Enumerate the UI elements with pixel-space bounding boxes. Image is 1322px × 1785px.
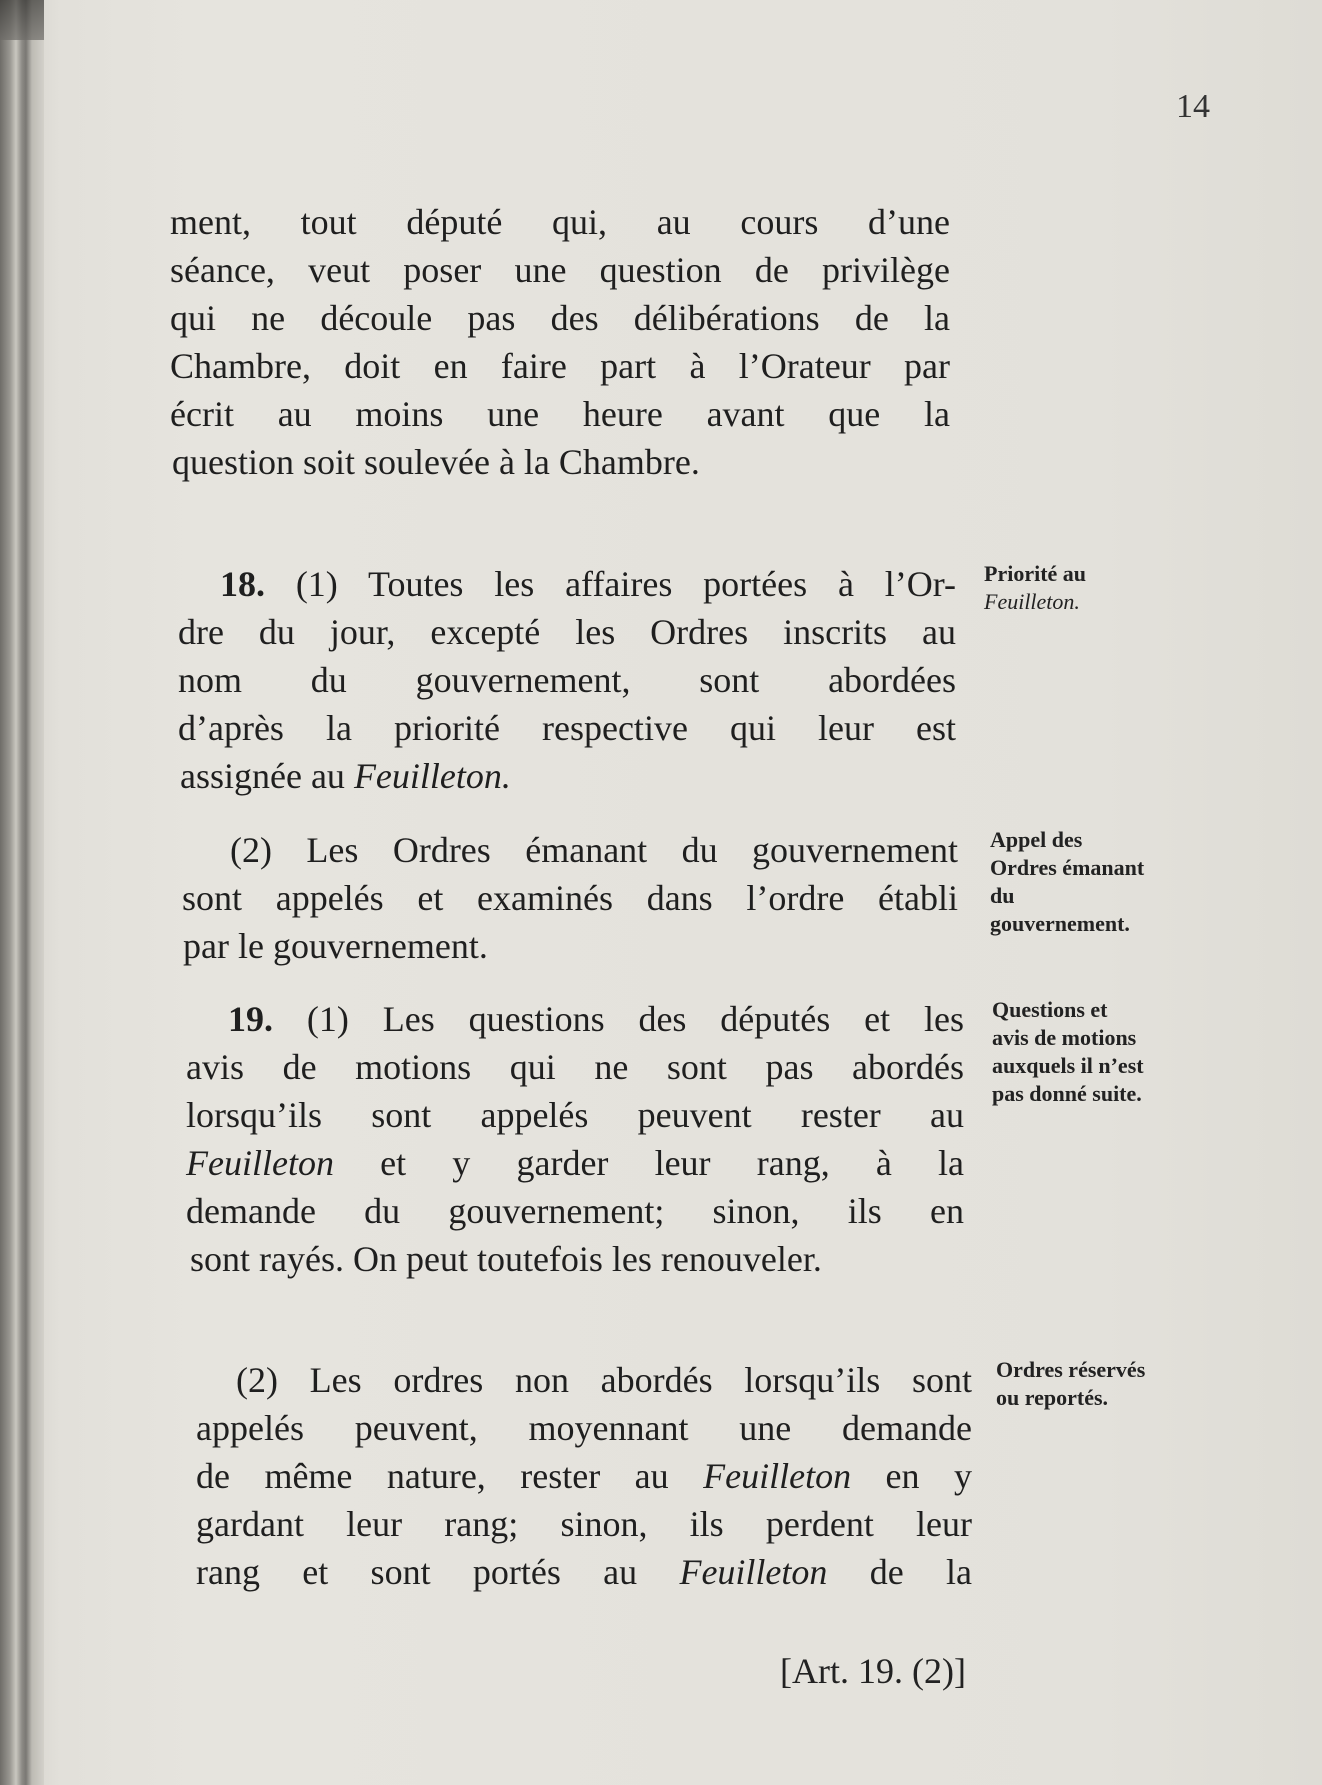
margin-note-line: Ordres réservés — [996, 1357, 1146, 1382]
article-18-2-last — [183, 922, 959, 970]
italic-fragment: Feuilleton. — [353, 756, 511, 796]
text-line — [186, 995, 964, 1043]
text-line — [182, 826, 958, 874]
text-fragment: et y garder leur rang, à la — [333, 1143, 964, 1183]
margin-note-line: gouvernement. — [990, 911, 1130, 936]
text-line: d’après la priorité respective qui leur est — [178, 708, 956, 748]
italic-fragment: Feuilleton — [679, 1552, 828, 1592]
text-line: sont rayés. On peut toutefois les renouveler. — [190, 1239, 822, 1279]
article-number: 18. — [220, 564, 265, 604]
article-19-1-last — [190, 1235, 968, 1283]
italic-fragment: Feuilleton — [186, 1143, 334, 1183]
text-line: demande du gouvernement; sinon, ils en — [186, 1191, 964, 1231]
text-fragment: (1) Toutes les affaires portées à l’Or- — [265, 564, 956, 604]
margin-note-reserved — [996, 1356, 1145, 1412]
article-18-1-last — [180, 752, 958, 800]
text-line: appelés peuvent, moyennant une demande — [196, 1408, 972, 1448]
text-line — [196, 1452, 972, 1500]
text-line: qui ne découle pas des délibérations de la — [170, 298, 950, 338]
margin-note-priority — [984, 560, 1086, 616]
paragraph-continuation-last — [172, 438, 952, 486]
footer-reference: [Art. 19. (2)] — [780, 1651, 966, 1691]
text-line: par le gouvernement. — [183, 926, 488, 966]
text-fragment: de la — [827, 1552, 972, 1592]
margin-note-line: Appel des — [990, 827, 1083, 852]
text-fragment: rang et sont portés au — [196, 1552, 680, 1592]
page-number: 14 — [1176, 88, 1210, 125]
text-line: Chambre, doit en faire part à l’Orateur par — [170, 346, 950, 386]
text-line: lorsqu’ils sont appelés peuvent rester au — [186, 1095, 964, 1135]
paragraph-continuation — [170, 198, 950, 438]
binding-shadow — [0, 0, 44, 40]
margin-note-line: pas donné suite. — [992, 1081, 1142, 1106]
text-fragment: (2) Les ordres non abordés lorsqu’ils sont — [236, 1360, 972, 1400]
article-18-1 — [178, 560, 956, 752]
text-line — [196, 1548, 972, 1596]
margin-note-line: Priorité au — [984, 561, 1087, 586]
text-line: question soit soulevée à la Chambre. — [172, 442, 700, 482]
text-line: écrit au moins une heure avant que la — [170, 394, 950, 434]
text-line: ment, tout député qui, au cours d’une — [170, 202, 950, 242]
margin-note-questions — [992, 996, 1144, 1108]
margin-note-line: avis de motions — [992, 1025, 1137, 1050]
article-19-1 — [186, 995, 964, 1235]
article-18-2 — [182, 826, 958, 922]
text-line: avis de motions qui ne sont pas abordés — [186, 1047, 964, 1087]
text-line: dre du jour, excepté les Ordres inscrits au — [178, 612, 956, 652]
margin-note-govt-orders — [990, 826, 1144, 938]
text-fragment: (2) Les Ordres émanant du gouvernement — [230, 830, 958, 870]
text-line — [196, 1356, 972, 1404]
text-line — [178, 560, 956, 608]
margin-note-line: ou reportés. — [996, 1385, 1109, 1410]
text-line: gardant leur rang; sinon, ils perdent leur — [196, 1504, 972, 1544]
margin-note-line: auxquels il n’est — [992, 1053, 1144, 1078]
text-line — [180, 752, 958, 800]
text-fragment: en y — [851, 1456, 972, 1496]
article-number: 19. — [228, 999, 273, 1039]
italic-fragment: Feuilleton — [703, 1456, 852, 1496]
text-fragment: de même nature, rester au — [196, 1456, 704, 1496]
text-line: séance, veut poser une question de privilège — [170, 250, 950, 290]
text-fragment: (1) Les questions des députés et les — [273, 999, 964, 1039]
margin-note-line: Questions et — [992, 997, 1108, 1022]
margin-note-line: du — [990, 883, 1015, 908]
margin-note-line-italic: Feuilleton. — [984, 589, 1080, 614]
text-fragment: assignée au — [180, 756, 354, 796]
text-line — [186, 1139, 964, 1187]
text-line: nom du gouvernement, sont abordées — [178, 660, 956, 700]
book-binding — [0, 0, 44, 1785]
margin-note-line: Ordres émanant — [990, 855, 1145, 880]
text-line: sont appelés et examinés dans l’ordre établi — [182, 878, 958, 918]
article-19-2 — [196, 1356, 972, 1596]
